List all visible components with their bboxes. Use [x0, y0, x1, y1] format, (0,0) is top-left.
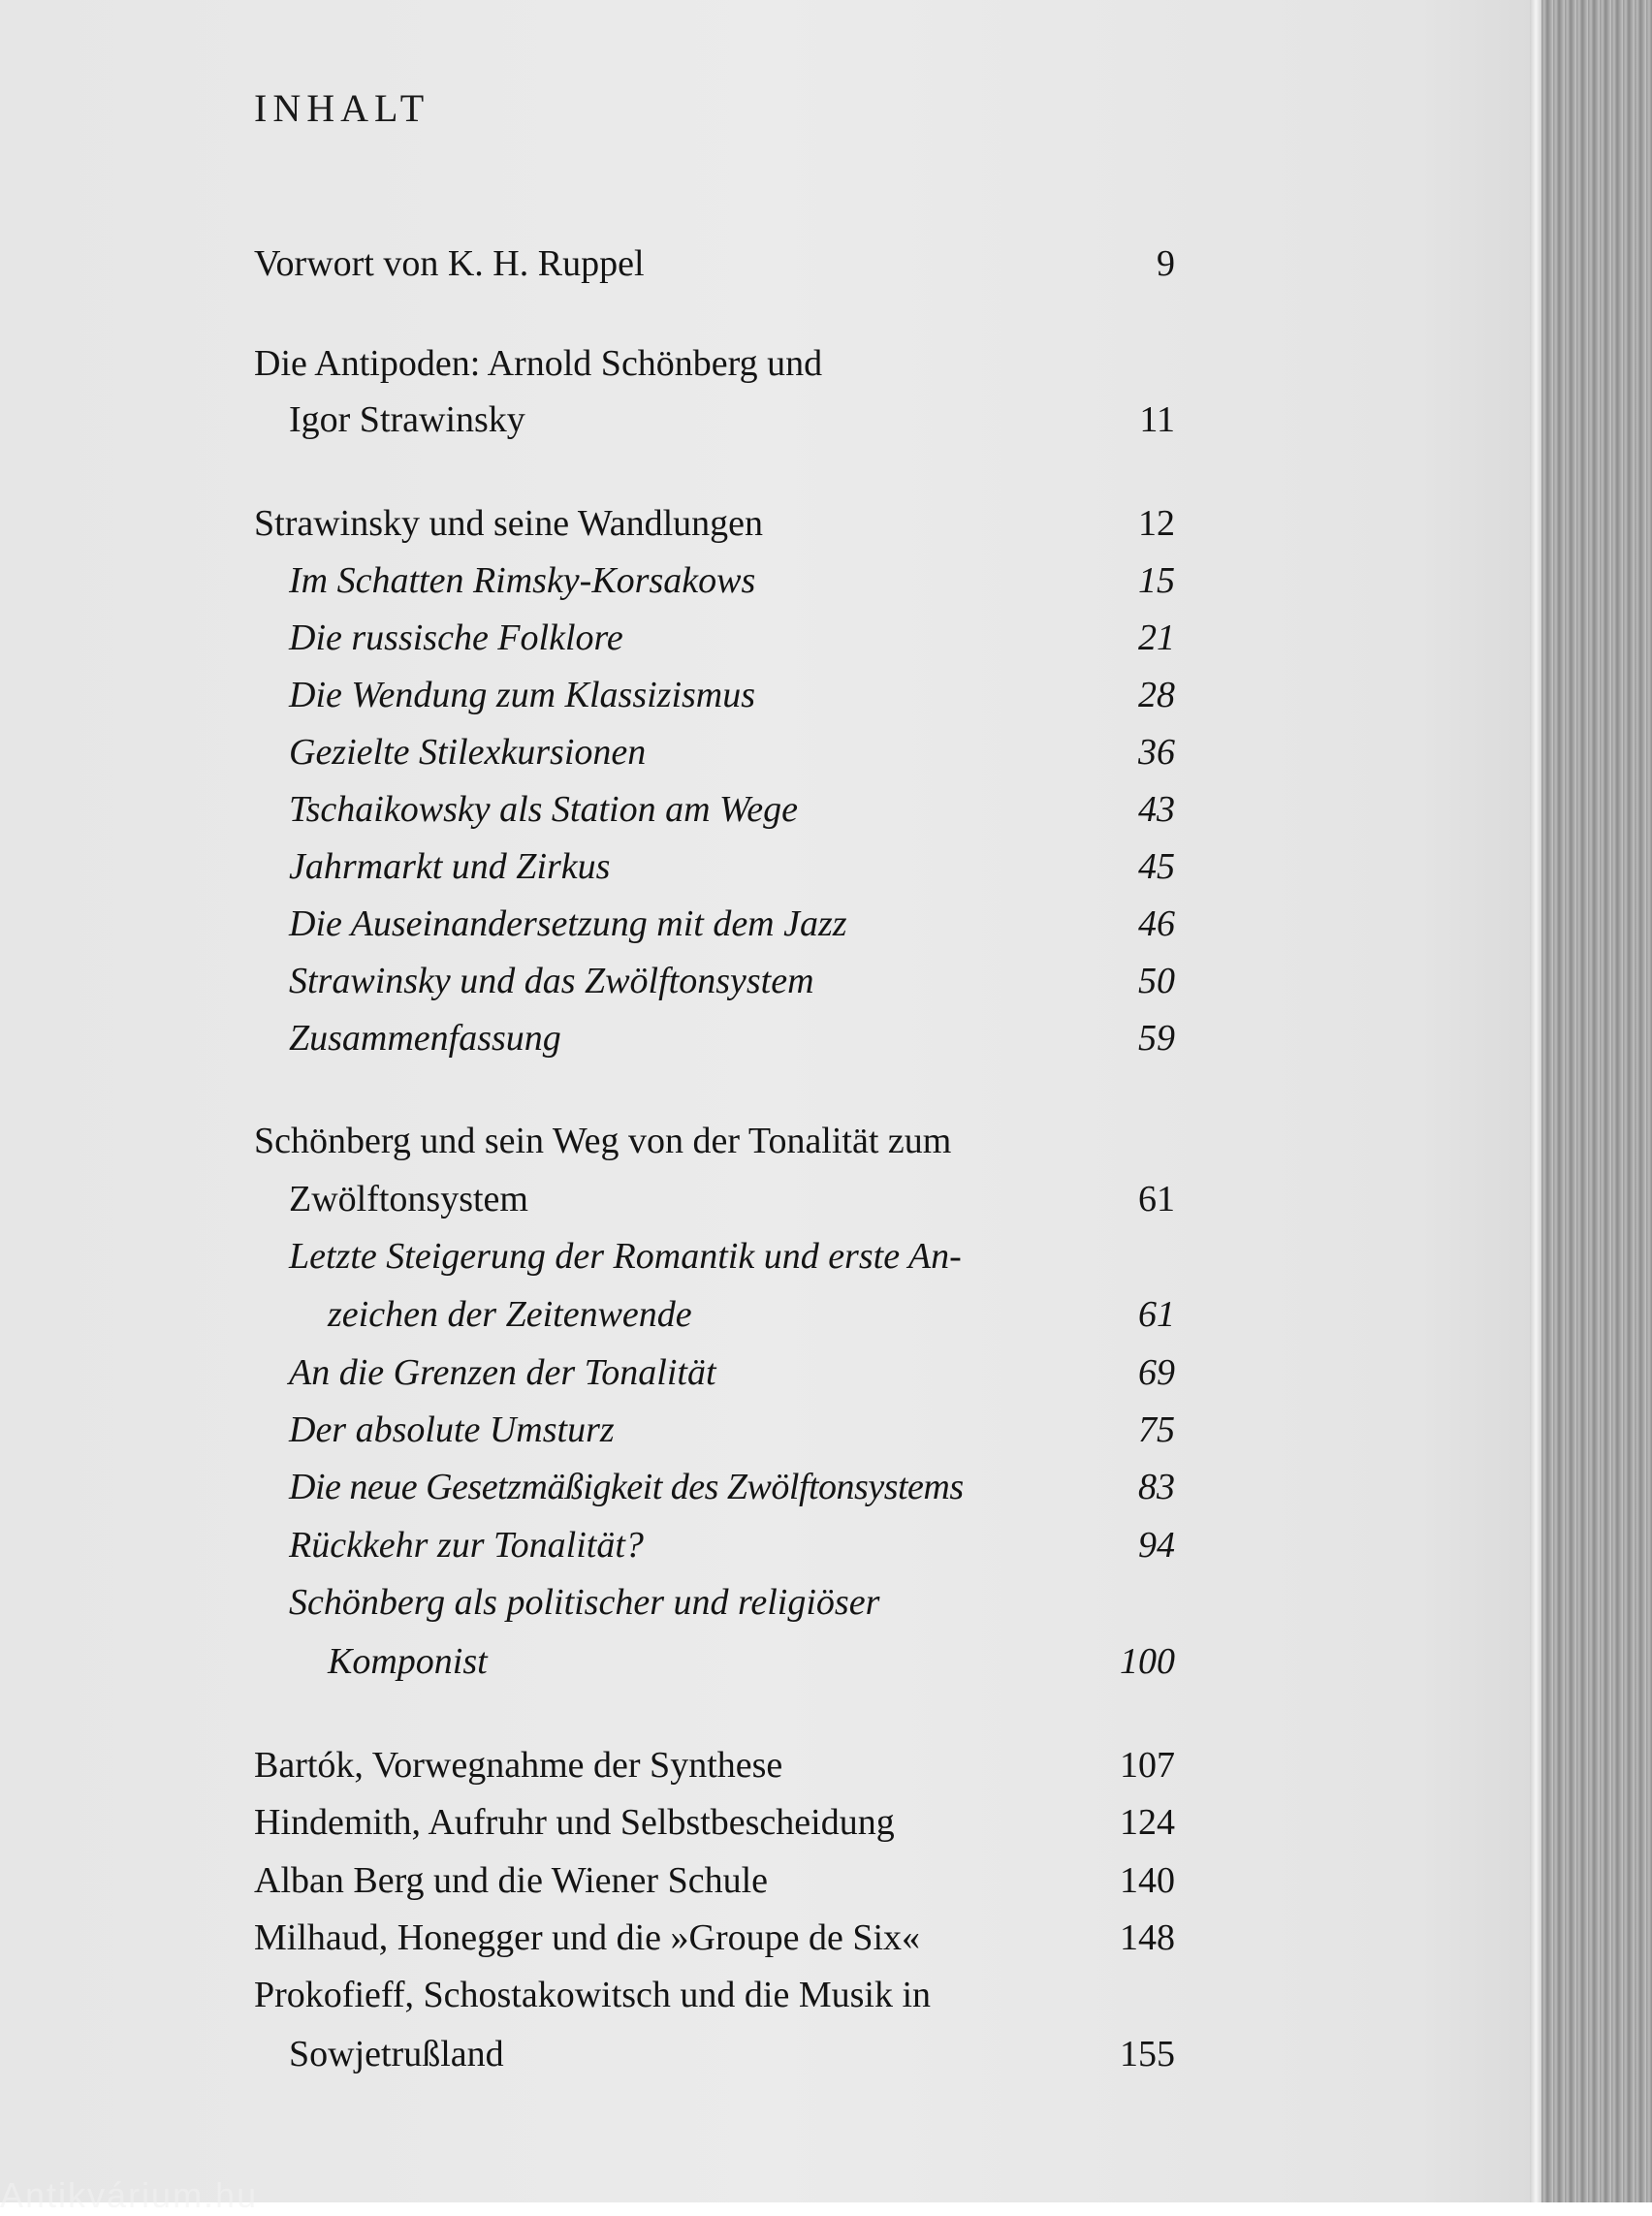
toc-entry-title: Die russische Folklore — [289, 617, 623, 658]
toc-entry — [254, 955, 1175, 1007]
book-binding — [1541, 0, 1652, 2202]
toc-entry — [254, 1461, 1175, 1513]
toc-entry-title: Im Schatten Rimsky-Korsakows — [289, 560, 756, 601]
toc-entry — [254, 2028, 1175, 2080]
toc-entry-page: 59 — [1138, 1018, 1175, 1059]
toc-entry-title: Schönberg und sein Weg von der Tonalität zum — [254, 1121, 952, 1161]
toc-entry — [254, 1346, 1175, 1399]
toc-entry — [254, 1576, 1175, 1629]
toc-entry-title: Letzte Steigerung der Romantik und erste An- — [289, 1236, 962, 1277]
toc-entry-page: 107 — [1120, 1745, 1175, 1786]
toc-entry-title: Hindemith, Aufruhr und Selbstbescheidung — [254, 1802, 895, 1843]
toc-entry — [254, 337, 1175, 390]
toc-entry — [254, 1012, 1175, 1064]
toc-entry-page: 94 — [1138, 1525, 1175, 1566]
toc-entry-title: Komponist — [328, 1641, 488, 1682]
toc-entry — [254, 394, 1175, 446]
toc-entry-title: Zwölftonsystem — [289, 1179, 528, 1219]
toc-entry-title: Jahrmarkt und Zirkus — [289, 846, 611, 887]
page-title: INHALT — [254, 86, 430, 130]
toc-entry-page: 36 — [1138, 732, 1175, 773]
toc-entry-title: Igor Strawinsky — [289, 399, 525, 440]
toc-entry-page: 11 — [1139, 399, 1175, 440]
toc-entry-title: Die Antipoden: Arnold Schönberg und — [254, 343, 823, 384]
toc-entry-page: 100 — [1120, 1641, 1175, 1682]
toc-entry — [254, 840, 1175, 893]
toc-entry-page: 15 — [1138, 560, 1175, 601]
toc-entry — [254, 726, 1175, 778]
toc-entry — [254, 1969, 1175, 2021]
toc-entry-title: zeichen der Zeitenwende — [328, 1294, 692, 1335]
toc-entry-title: An die Grenzen der Tonalität — [289, 1352, 716, 1393]
toc-entry-page: 61 — [1138, 1294, 1175, 1335]
toc-entry-title: Schönberg als politischer und religiöser — [289, 1582, 880, 1623]
toc-entry-page: 124 — [1120, 1802, 1175, 1843]
toc-entry-title: Sowjetrußland — [289, 2034, 504, 2074]
toc-entry-title: Strawinsky und das Zwölftonsystem — [289, 961, 814, 1001]
toc-entry — [254, 1404, 1175, 1456]
toc-entry-title: Die Auseinandersetzung mit dem Jazz — [289, 903, 847, 944]
toc-entry — [254, 554, 1175, 607]
toc-entry-page: 75 — [1138, 1409, 1175, 1450]
toc-entry-page: 140 — [1120, 1860, 1175, 1901]
toc-entry — [254, 783, 1175, 836]
toc-entry-page: 12 — [1138, 503, 1175, 544]
toc-entry-page: 148 — [1120, 1917, 1175, 1958]
toc-entry — [254, 1635, 1175, 1688]
toc-entry — [254, 1519, 1175, 1571]
toc-entry-page: 9 — [1157, 243, 1175, 284]
toc-entry-title: Milhaud, Honegger und die »Groupe de Six« — [254, 1917, 921, 1958]
toc-entry — [254, 237, 1175, 290]
toc-entry-title: Prokofieff, Schostakowitsch und die Musik in — [254, 1975, 932, 2015]
toc-entry-page: 43 — [1138, 789, 1175, 830]
toc-entry-title: Gezielte Stilexkursionen — [289, 732, 647, 773]
toc-entry — [254, 1230, 1175, 1282]
toc-entry — [254, 497, 1175, 550]
toc-entry-title: Alban Berg und die Wiener Schule — [254, 1860, 768, 1901]
watermark: Antikvárium.hu — [0, 2175, 259, 2215]
toc-entry-page: 21 — [1138, 617, 1175, 658]
toc-entry — [254, 1854, 1175, 1907]
toc-entry-title: Vorwort von K. H. Ruppel — [254, 243, 645, 284]
toc-entry — [254, 1912, 1175, 1964]
toc-entry — [254, 1288, 1175, 1341]
toc-entry — [254, 898, 1175, 950]
toc-entry — [254, 1796, 1175, 1849]
toc-entry — [254, 1173, 1175, 1225]
toc-entry-title: Der absolute Umsturz — [289, 1409, 615, 1450]
toc-entry-page: 155 — [1120, 2034, 1175, 2074]
toc-entry — [254, 669, 1175, 721]
toc-entry-page: 46 — [1138, 903, 1175, 944]
toc-entry-title: Bartók, Vorwegnahme der Synthese — [254, 1745, 783, 1786]
toc-entry-page: 50 — [1138, 961, 1175, 1001]
toc-entry-page: 69 — [1138, 1352, 1175, 1393]
toc-entry-title: Die neue Gesetzmäßigkeit des Zwölftonsystems — [289, 1467, 964, 1507]
toc-entry-page: 61 — [1138, 1179, 1175, 1219]
toc-entry-title: Strawinsky und seine Wandlungen — [254, 503, 764, 544]
toc-entry-page: 83 — [1138, 1467, 1175, 1507]
toc-entry-page: 45 — [1138, 846, 1175, 887]
toc-entry-page: 28 — [1138, 675, 1175, 715]
toc-entry-title: Rückkehr zur Tonalität? — [289, 1525, 644, 1566]
toc-entry-title: Die Wendung zum Klassizismus — [289, 675, 756, 715]
toc-entry — [254, 1739, 1175, 1791]
toc-entry — [254, 612, 1175, 664]
toc-entry-title: Zusammenfassung — [289, 1018, 561, 1059]
toc-entry — [254, 1115, 1175, 1167]
toc-entry-title: Tschaikowsky als Station am Wege — [289, 789, 798, 830]
